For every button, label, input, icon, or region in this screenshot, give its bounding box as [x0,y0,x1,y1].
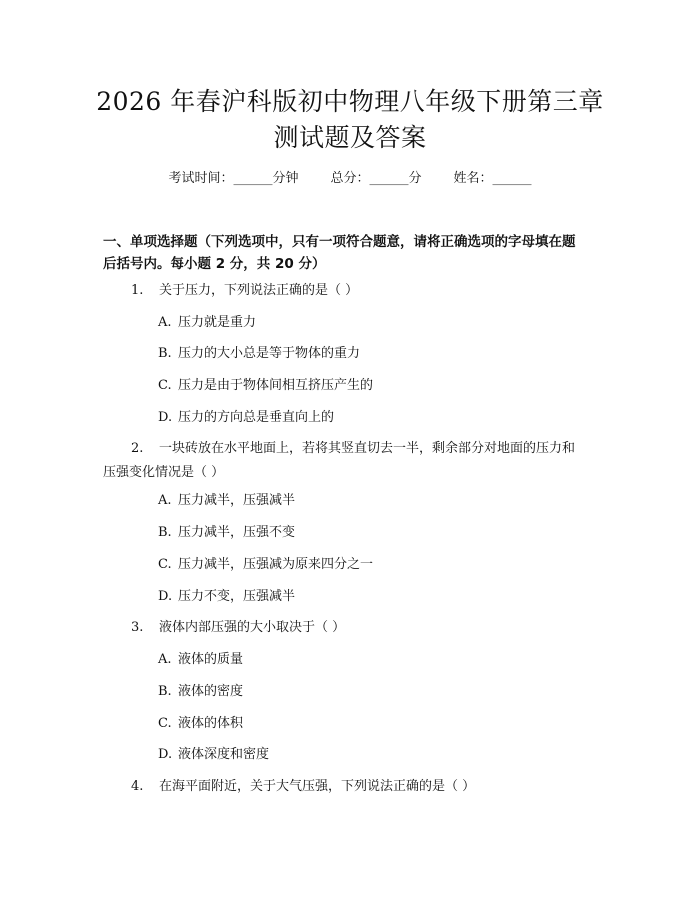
question-text-line1: 一块砖放在水平地面上，若将其竖直切去一半，剩余部分对地面的压力和 [159,441,576,456]
total-score-field: 总分：______分 [330,171,422,186]
option-text: 压力的方向总是垂直向上的 [178,410,335,425]
option-label: C. [158,378,172,393]
option-text: 压力是由于物体间相互挤压产生的 [178,378,374,393]
q2-option-a [158,491,295,511]
question-number: 1. [131,283,144,298]
option-label: A. [158,652,172,667]
question-4 [103,775,603,799]
option-text: 液体的体积 [178,716,244,731]
question-text: 关于压力，下列说法正确的是（ ） [159,283,359,298]
exam-title-line2: 测试题及答案 [273,123,427,152]
q3-option-d [158,745,269,765]
option-label: A. [158,315,172,330]
question-number: 2. [131,441,144,456]
q2-option-c [158,555,373,575]
q2-option-d [158,587,295,607]
question-3 [103,616,603,640]
question-number: 3. [131,620,144,635]
q3-option-c [158,714,243,734]
student-name-field: 姓名：______ [453,171,532,186]
exam-title-line1: 2026 年春沪科版初中物理八年级下册第三章 [96,87,604,116]
option-label: D. [158,410,173,425]
q1-option-a [158,313,256,333]
question-text: 液体内部压强的大小取决于（ ） [159,620,346,635]
option-text: 压力减半，压强减为原来四分之一 [178,557,374,572]
question-number: 4. [131,779,144,794]
option-label: C. [158,557,172,572]
q3-option-b [158,682,243,702]
option-label: B. [158,346,172,361]
option-label: B. [158,684,172,699]
option-text: 液体深度和密度 [178,747,270,762]
option-text: 液体的密度 [178,684,244,699]
option-label: B. [158,525,172,540]
question-text-line2: 压强变化情况是（ ） [103,465,225,480]
q1-option-d [158,408,334,428]
section-heading-line1: 一、单项选择题（下列选项中，只有一项符合题意，请将正确选项的字母填在题 [103,234,576,250]
option-text: 压力就是重力 [178,315,257,330]
option-text: 压力不变，压强减半 [178,589,296,604]
option-text: 液体的质量 [178,652,244,667]
question-text: 在海平面附近，关于大气压强，下列说法正确的是（ ） [159,779,476,794]
option-label: D. [158,747,173,762]
option-label: D. [158,589,173,604]
q2-option-b [158,523,295,543]
q1-option-b [158,344,360,364]
q1-option-c [158,376,373,396]
exam-time-field: 考试时间：______分钟 [168,171,299,186]
section-heading-line2: 后括号内。每小题 2 分，共 20 分） [103,256,326,272]
question-2 [103,437,603,485]
section-heading [103,231,603,275]
option-label: A. [158,493,172,508]
option-text: 压力减半，压强不变 [178,525,296,540]
option-label: C. [158,716,172,731]
option-text: 压力的大小总是等于物体的重力 [178,346,361,361]
q3-option-a [158,650,243,670]
exam-meta [0,170,700,188]
question-1 [103,279,603,303]
option-text: 压力减半，压强减半 [178,493,296,508]
